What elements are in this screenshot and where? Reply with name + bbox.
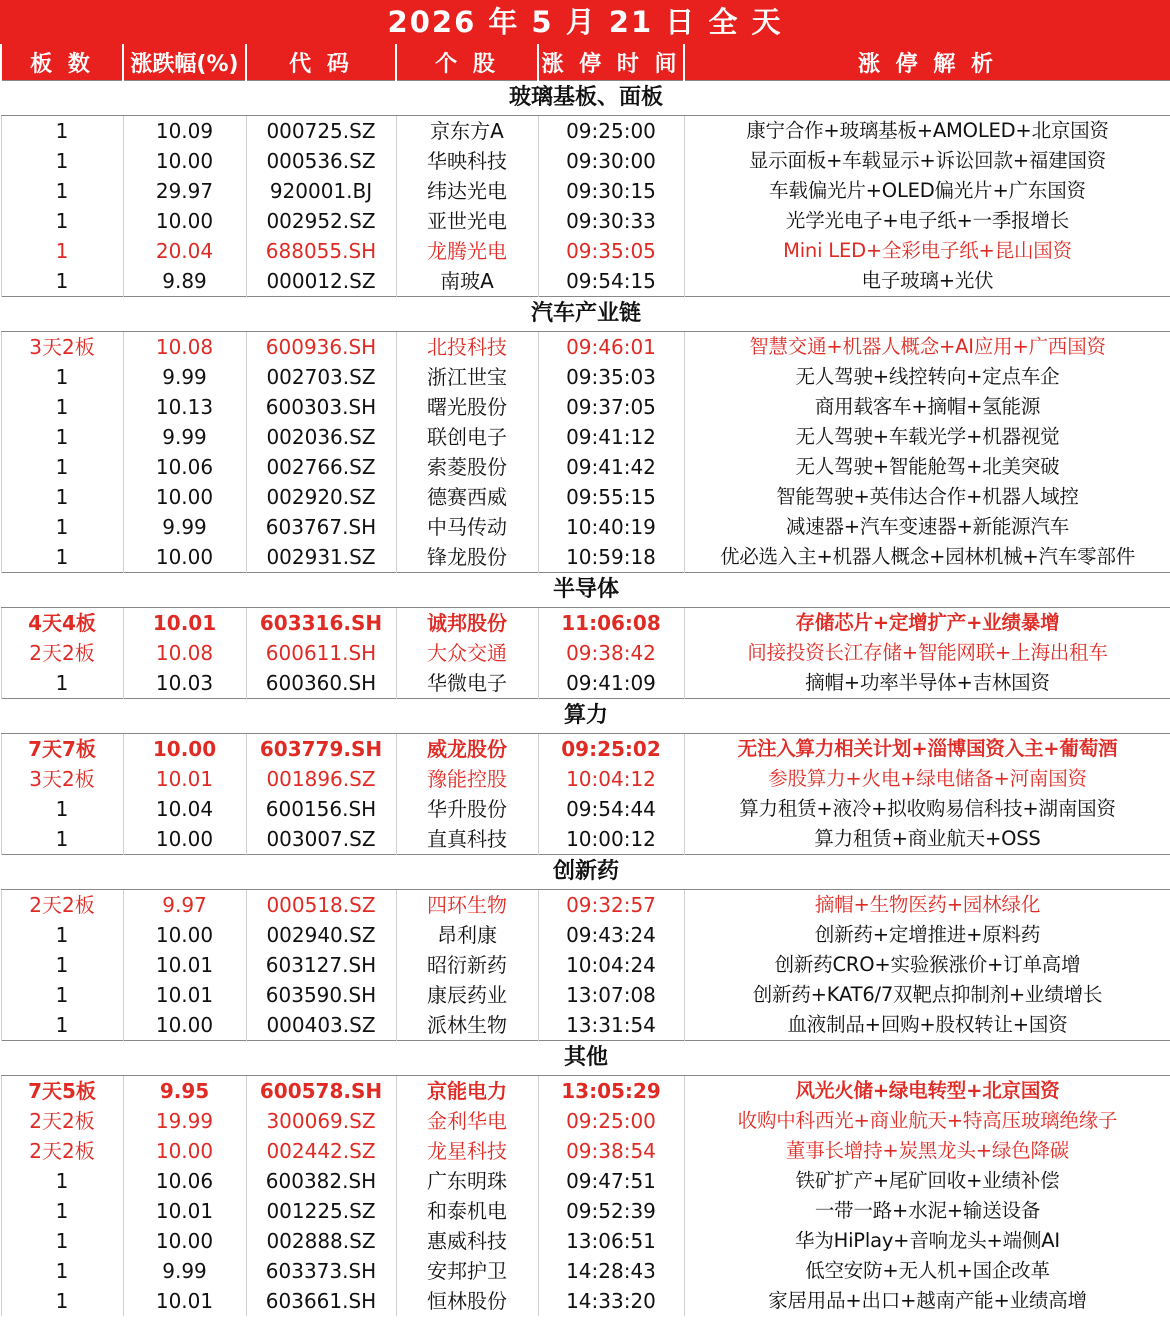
cell-boards: 1 [1,542,123,573]
cell-stock: 恒林股份 [396,1286,538,1316]
cell-code: 300069.SZ [246,1106,396,1136]
table-row [1,734,1170,765]
cell-boards: 1 [1,920,123,950]
cell-analysis: 华为HiPlay+音响龙头+端侧AI [684,1226,1170,1256]
cell-analysis: 算力租赁+液冷+拟收购易信科技+湖南国资 [684,794,1170,824]
table-row [1,890,1170,921]
cell-limit-time: 14:28:43 [538,1256,684,1286]
cell-change: 10.04 [123,794,246,824]
table-row [1,668,1170,699]
cell-change: 9.99 [123,1256,246,1286]
cell-analysis: 血液制品+回购+股权转让+国资 [684,1010,1170,1041]
cell-code: 002931.SZ [246,542,396,573]
cell-stock: 豫能控股 [396,764,538,794]
cell-change: 10.01 [123,1196,246,1226]
cell-boards: 1 [1,824,123,855]
table-row [1,392,1170,422]
cell-change: 10.01 [123,608,246,639]
cell-limit-time: 09:38:42 [538,638,684,668]
section-title: 算力 [1,699,1170,734]
cell-change: 10.00 [123,1226,246,1256]
cell-code: 000518.SZ [246,890,396,921]
cell-code: 920001.BJ [246,176,396,206]
cell-limit-time: 09:25:02 [538,734,684,765]
cell-change: 9.97 [123,890,246,921]
cell-code: 002920.SZ [246,482,396,512]
cell-code: 000403.SZ [246,1010,396,1041]
cell-analysis: 减速器+汽车变速器+新能源汽车 [684,512,1170,542]
cell-code: 603127.SH [246,950,396,980]
cell-boards: 1 [1,1256,123,1286]
section-header-row [1,81,1170,116]
cell-change: 10.00 [123,482,246,512]
cell-code: 600611.SH [246,638,396,668]
cell-analysis: 创新药+定增推进+原料药 [684,920,1170,950]
cell-analysis: 无注入算力相关计划+淄博国资入主+葡萄酒 [684,734,1170,765]
cell-boards: 1 [1,482,123,512]
table-row [1,116,1170,147]
cell-analysis: 存储芯片+定增扩产+业绩暴增 [684,608,1170,639]
cell-analysis: 董事长增持+炭黑龙头+绿色降碳 [684,1136,1170,1166]
cell-limit-time: 10:04:24 [538,950,684,980]
cell-analysis: 家居用品+出口+越南产能+业绩高增 [684,1286,1170,1316]
cell-code: 002940.SZ [246,920,396,950]
section-title: 创新药 [1,855,1170,890]
cell-code: 600382.SH [246,1166,396,1196]
cell-boards: 1 [1,1166,123,1196]
section-header-row [1,699,1170,734]
table-row [1,542,1170,573]
cell-boards: 1 [1,950,123,980]
cell-change: 10.00 [123,734,246,765]
cell-limit-time: 09:30:00 [538,146,684,176]
cell-code: 603373.SH [246,1256,396,1286]
cell-limit-time: 09:35:05 [538,236,684,266]
table-row [1,764,1170,794]
cell-change: 10.00 [123,1010,246,1041]
cell-limit-time: 10:00:12 [538,824,684,855]
cell-code: 603316.SH [246,608,396,639]
cell-limit-time: 09:30:15 [538,176,684,206]
cell-change: 20.04 [123,236,246,266]
table-row [1,794,1170,824]
table-row [1,482,1170,512]
cell-change: 29.97 [123,176,246,206]
cell-analysis: 收购中科西光+商业航天+特高压玻璃绝缘子 [684,1106,1170,1136]
cell-analysis: 参股算力+火电+绿电储备+河南国资 [684,764,1170,794]
cell-limit-time: 09:25:00 [538,1106,684,1136]
column-header-limit-time: 涨 停 时 间 [538,44,684,81]
limit-up-table [0,44,1170,1316]
cell-code: 000725.SZ [246,116,396,147]
table-row [1,332,1170,363]
cell-limit-time: 10:59:18 [538,542,684,573]
cell-boards: 1 [1,794,123,824]
cell-limit-time: 09:46:01 [538,332,684,363]
cell-stock: 华映科技 [396,146,538,176]
cell-limit-time: 09:43:24 [538,920,684,950]
cell-analysis: 无人驾驶+车载光学+机器视觉 [684,422,1170,452]
cell-analysis: 摘帽+功率半导体+吉林国资 [684,668,1170,699]
cell-code: 002888.SZ [246,1226,396,1256]
table-row [1,422,1170,452]
cell-change: 19.99 [123,1106,246,1136]
cell-boards: 2天2板 [1,890,123,921]
table-row [1,824,1170,855]
cell-boards: 1 [1,1196,123,1226]
cell-boards: 7天7板 [1,734,123,765]
cell-boards: 2天2板 [1,638,123,668]
cell-analysis: 智能驾驶+英伟达合作+机器人域控 [684,482,1170,512]
cell-change: 10.08 [123,332,246,363]
cell-limit-time: 10:04:12 [538,764,684,794]
cell-analysis: 创新药+KAT6/7双靶点抑制剂+业绩增长 [684,980,1170,1010]
table-row [1,1196,1170,1226]
cell-boards: 2天2板 [1,1106,123,1136]
cell-stock: 和泰机电 [396,1196,538,1226]
column-header-change: 涨跌幅(%) [123,44,246,81]
cell-analysis: 间接投资长江存储+智能网联+上海出租车 [684,638,1170,668]
cell-code: 000012.SZ [246,266,396,297]
cell-stock: 纬达光电 [396,176,538,206]
column-header-analysis: 涨 停 解 析 [684,44,1170,81]
cell-code: 603779.SH [246,734,396,765]
cell-stock: 中马传动 [396,512,538,542]
cell-limit-time: 13:06:51 [538,1226,684,1256]
cell-code: 603590.SH [246,980,396,1010]
section-header-row [1,855,1170,890]
cell-change: 10.08 [123,638,246,668]
cell-stock: 索菱股份 [396,452,538,482]
table-row [1,1136,1170,1166]
cell-stock: 亚世光电 [396,206,538,236]
cell-stock: 金利华电 [396,1106,538,1136]
cell-stock: 京东方A [396,116,538,147]
cell-limit-time: 09:25:00 [538,116,684,147]
cell-limit-time: 13:31:54 [538,1010,684,1041]
table-body [1,81,1170,1317]
cell-boards: 1 [1,1226,123,1256]
cell-analysis: 光学光电子+电子纸+一季报增长 [684,206,1170,236]
section-title: 其他 [1,1041,1170,1076]
cell-boards: 1 [1,452,123,482]
cell-limit-time: 09:54:15 [538,266,684,297]
cell-change: 9.99 [123,512,246,542]
cell-limit-time: 13:05:29 [538,1076,684,1107]
cell-code: 600303.SH [246,392,396,422]
cell-analysis: 风光火储+绿电转型+北京国资 [684,1076,1170,1107]
cell-stock: 华升股份 [396,794,538,824]
cell-change: 10.00 [123,920,246,950]
cell-boards: 1 [1,668,123,699]
table-row [1,608,1170,639]
table-row [1,950,1170,980]
cell-code: 688055.SH [246,236,396,266]
cell-stock: 德赛西威 [396,482,538,512]
table-row [1,266,1170,297]
cell-analysis: 智慧交通+机器人概念+AI应用+广西国资 [684,332,1170,363]
cell-change: 9.99 [123,362,246,392]
cell-change: 9.99 [123,422,246,452]
cell-stock: 广东明珠 [396,1166,538,1196]
section-title: 半导体 [1,573,1170,608]
table-row [1,980,1170,1010]
cell-stock: 诚邦股份 [396,608,538,639]
cell-stock: 龙星科技 [396,1136,538,1166]
cell-change: 10.03 [123,668,246,699]
cell-analysis: 铁矿扩产+尾矿回收+业绩补偿 [684,1166,1170,1196]
report-title: 2026 年 5 月 21 日 全 天 [0,0,1170,44]
cell-boards: 1 [1,1286,123,1316]
cell-analysis: 显示面板+车载显示+诉讼回款+福建国资 [684,146,1170,176]
cell-limit-time: 09:55:15 [538,482,684,512]
cell-stock: 派林生物 [396,1010,538,1041]
cell-boards: 1 [1,236,123,266]
cell-stock: 昂利康 [396,920,538,950]
table-row [1,1286,1170,1316]
cell-stock: 北投科技 [396,332,538,363]
section-title: 汽车产业链 [1,297,1170,332]
cell-code: 001225.SZ [246,1196,396,1226]
cell-stock: 四环生物 [396,890,538,921]
table-row [1,1076,1170,1107]
cell-change: 10.01 [123,950,246,980]
cell-limit-time: 10:40:19 [538,512,684,542]
cell-stock: 龙腾光电 [396,236,538,266]
table-row [1,638,1170,668]
cell-code: 600156.SH [246,794,396,824]
cell-code: 002703.SZ [246,362,396,392]
cell-stock: 浙江世宝 [396,362,538,392]
table-row [1,1010,1170,1041]
table-row [1,146,1170,176]
section-header-row [1,297,1170,332]
cell-analysis: 优必选入主+机器人概念+园林机械+汽车零部件 [684,542,1170,573]
cell-stock: 威龙股份 [396,734,538,765]
table-row [1,920,1170,950]
cell-change: 9.95 [123,1076,246,1107]
cell-analysis: 一带一路+水泥+输送设备 [684,1196,1170,1226]
cell-analysis: 康宁合作+玻璃基板+AMOLED+北京国资 [684,116,1170,147]
cell-analysis: 低空安防+无人机+国企改革 [684,1256,1170,1286]
cell-stock: 京能电力 [396,1076,538,1107]
section-title: 玻璃基板、面板 [1,81,1170,116]
table-row [1,512,1170,542]
cell-change: 10.01 [123,764,246,794]
cell-change: 10.06 [123,452,246,482]
cell-analysis: 摘帽+生物医药+园林绿化 [684,890,1170,921]
cell-limit-time: 14:33:20 [538,1286,684,1316]
cell-limit-time: 09:38:54 [538,1136,684,1166]
table-row [1,452,1170,482]
column-header-stock: 个 股 [396,44,538,81]
cell-limit-time: 09:52:39 [538,1196,684,1226]
cell-change: 10.01 [123,980,246,1010]
cell-change: 10.00 [123,542,246,573]
cell-stock: 锋龙股份 [396,542,538,573]
cell-limit-time: 09:37:05 [538,392,684,422]
table-row [1,1226,1170,1256]
cell-stock: 直真科技 [396,824,538,855]
section-header-row [1,1041,1170,1076]
table-row [1,1166,1170,1196]
cell-boards: 3天2板 [1,764,123,794]
cell-analysis: 算力租赁+商业航天+OSS [684,824,1170,855]
cell-change: 10.00 [123,824,246,855]
cell-limit-time: 09:32:57 [538,890,684,921]
cell-change: 10.00 [123,206,246,236]
cell-boards: 1 [1,392,123,422]
column-header-row [1,44,1170,81]
cell-code: 002952.SZ [246,206,396,236]
cell-code: 002766.SZ [246,452,396,482]
cell-change: 9.89 [123,266,246,297]
cell-stock: 曙光股份 [396,392,538,422]
cell-stock: 康辰药业 [396,980,538,1010]
cell-analysis: 创新药CRO+实验猴涨价+订单高增 [684,950,1170,980]
cell-boards: 1 [1,146,123,176]
cell-boards: 1 [1,1010,123,1041]
cell-stock: 大众交通 [396,638,538,668]
cell-analysis: 电子玻璃+光伏 [684,266,1170,297]
cell-change: 10.00 [123,146,246,176]
cell-change: 10.13 [123,392,246,422]
cell-stock: 华微电子 [396,668,538,699]
cell-change: 10.00 [123,1136,246,1166]
cell-stock: 惠威科技 [396,1226,538,1256]
table-row [1,176,1170,206]
section-header-row [1,573,1170,608]
cell-change: 10.01 [123,1286,246,1316]
cell-code: 000536.SZ [246,146,396,176]
cell-boards: 1 [1,980,123,1010]
cell-code: 603767.SH [246,512,396,542]
table-row [1,1106,1170,1136]
cell-boards: 1 [1,266,123,297]
cell-boards: 4天4板 [1,608,123,639]
cell-limit-time: 13:07:08 [538,980,684,1010]
cell-limit-time: 11:06:08 [538,608,684,639]
table-row [1,236,1170,266]
cell-limit-time: 09:47:51 [538,1166,684,1196]
cell-boards: 1 [1,116,123,147]
cell-limit-time: 09:41:12 [538,422,684,452]
cell-stock: 南玻A [396,266,538,297]
cell-code: 600578.SH [246,1076,396,1107]
cell-code: 001896.SZ [246,764,396,794]
cell-change: 10.06 [123,1166,246,1196]
cell-limit-time: 09:35:03 [538,362,684,392]
cell-boards: 1 [1,176,123,206]
cell-limit-time: 09:41:42 [538,452,684,482]
cell-boards: 1 [1,422,123,452]
cell-stock: 联创电子 [396,422,538,452]
cell-analysis: 车载偏光片+OLED偏光片+广东国资 [684,176,1170,206]
cell-boards: 1 [1,512,123,542]
column-header-code: 代 码 [246,44,396,81]
cell-analysis: 无人驾驶+线控转向+定点车企 [684,362,1170,392]
cell-stock: 昭衍新药 [396,950,538,980]
cell-change: 10.09 [123,116,246,147]
cell-boards: 2天2板 [1,1136,123,1166]
cell-code: 600936.SH [246,332,396,363]
cell-boards: 1 [1,206,123,236]
cell-boards: 7天5板 [1,1076,123,1107]
cell-limit-time: 09:41:09 [538,668,684,699]
cell-analysis: 无人驾驶+智能舱驾+北美突破 [684,452,1170,482]
cell-analysis: 商用载客车+摘帽+氢能源 [684,392,1170,422]
cell-stock: 安邦护卫 [396,1256,538,1286]
cell-limit-time: 09:30:33 [538,206,684,236]
cell-code: 002036.SZ [246,422,396,452]
cell-code: 603661.SH [246,1286,396,1316]
cell-code: 002442.SZ [246,1136,396,1166]
cell-code: 003007.SZ [246,824,396,855]
table-row [1,1256,1170,1286]
cell-boards: 1 [1,362,123,392]
cell-analysis: Mini LED+全彩电子纸+昆山国资 [684,236,1170,266]
table-row [1,206,1170,236]
cell-code: 600360.SH [246,668,396,699]
cell-limit-time: 09:54:44 [538,794,684,824]
cell-boards: 3天2板 [1,332,123,363]
table-row [1,362,1170,392]
column-header-boards: 板 数 [1,44,123,81]
